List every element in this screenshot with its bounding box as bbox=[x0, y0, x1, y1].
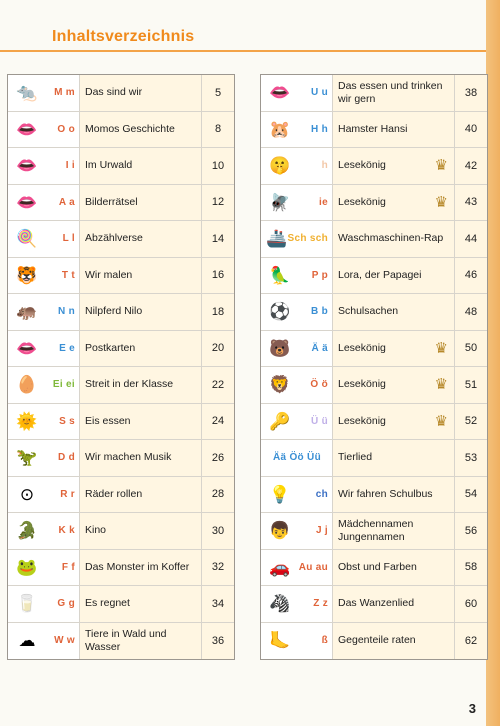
entry-page-number: 53 bbox=[454, 440, 487, 476]
entry-letters: E e bbox=[59, 342, 75, 354]
entry-icon-cell bbox=[261, 221, 333, 257]
toc-entry[interactable] bbox=[8, 331, 234, 368]
toc-entry[interactable] bbox=[8, 75, 234, 112]
fly-icon: 🪰 bbox=[269, 192, 291, 212]
toc-entry[interactable] bbox=[261, 148, 487, 185]
entry-icon-cell bbox=[261, 404, 333, 440]
entry-title: Momos Geschichte bbox=[85, 122, 175, 135]
toc-entry[interactable] bbox=[261, 440, 487, 477]
toc-entry[interactable] bbox=[261, 331, 487, 368]
entry-icon-cell bbox=[261, 75, 333, 111]
entry-letters: Ä ä bbox=[311, 342, 328, 354]
foot-icon: 🦶 bbox=[269, 631, 291, 651]
page-title: Inhaltsverzeichnis bbox=[52, 28, 195, 45]
entry-letters: W w bbox=[54, 635, 75, 647]
entry-icon-cell bbox=[8, 440, 80, 476]
entry-page-number: 40 bbox=[454, 112, 487, 148]
entry-page-number: 46 bbox=[454, 258, 487, 294]
entry-page-number: 44 bbox=[454, 221, 487, 257]
entry-letters: U u bbox=[310, 87, 328, 99]
page-edge-strip bbox=[486, 0, 500, 726]
cloud-icon: ☁ bbox=[18, 631, 36, 651]
entry-icon-cell bbox=[261, 513, 333, 549]
entry-icon-cell bbox=[8, 148, 80, 184]
entry-title-cell bbox=[80, 404, 201, 440]
entry-icon-cell bbox=[261, 331, 333, 367]
entry-icon-cell bbox=[8, 586, 80, 622]
entry-page-number: 60 bbox=[454, 586, 487, 622]
entry-letters: Ö ö bbox=[310, 379, 328, 391]
entry-title: Tierlied bbox=[338, 451, 373, 464]
entry-icon-cell bbox=[261, 148, 333, 184]
entry-icon-cell bbox=[8, 331, 80, 367]
entry-title-cell bbox=[80, 148, 201, 184]
entry-title: Schulsachen bbox=[338, 305, 399, 318]
entry-letters: I i bbox=[65, 160, 75, 172]
entry-icon-cell bbox=[8, 513, 80, 549]
entry-title: Das Wanzenlied bbox=[338, 597, 415, 610]
entry-title-cell bbox=[80, 331, 201, 367]
crocodile-icon: 🐊 bbox=[16, 521, 38, 541]
entry-title-cell bbox=[333, 294, 454, 330]
entry-title-cell bbox=[333, 75, 454, 111]
entry-title-cell bbox=[333, 513, 454, 549]
entry-icon-cell bbox=[261, 477, 333, 513]
entry-title-cell bbox=[80, 112, 201, 148]
bulb-moon-icon: 💡 bbox=[269, 484, 291, 504]
entry-title-cell bbox=[80, 294, 201, 330]
entry-letters: ch bbox=[315, 488, 328, 500]
entry-page-number: 38 bbox=[454, 75, 487, 111]
ship-icon: 🚢 bbox=[266, 229, 288, 249]
key-icon: 🔑 bbox=[269, 411, 291, 431]
entry-letters: A a bbox=[58, 196, 75, 208]
entry-page-number: 42 bbox=[454, 148, 487, 184]
entry-page-number: 52 bbox=[454, 404, 487, 440]
toc-entry[interactable] bbox=[261, 367, 487, 404]
entry-title: Im Urwald bbox=[85, 159, 133, 172]
entry-icon-cell bbox=[8, 75, 80, 111]
entry-title: Nilpferd Nilo bbox=[85, 305, 143, 318]
title-rule bbox=[0, 50, 486, 52]
entry-icon-cell bbox=[261, 623, 333, 660]
entry-icon-cell bbox=[8, 112, 80, 148]
bear-icon: 🐻 bbox=[269, 338, 291, 358]
entry-title: Eis essen bbox=[85, 414, 131, 427]
entry-title-cell bbox=[333, 623, 454, 660]
entry-title-cell bbox=[80, 440, 201, 476]
entry-page-number: 43 bbox=[454, 185, 487, 221]
entry-title: Obst und Farben bbox=[338, 560, 417, 573]
toc-column-right bbox=[260, 74, 488, 660]
entry-letters: S s bbox=[59, 415, 75, 427]
entry-icon-cell bbox=[261, 294, 333, 330]
entry-title-cell bbox=[333, 185, 454, 221]
entry-title: Das essen und trinken wir gern bbox=[338, 79, 443, 105]
crown-icon: ♛ bbox=[434, 376, 448, 394]
toc-entry[interactable] bbox=[8, 440, 234, 477]
page-number: 3 bbox=[468, 701, 476, 716]
hamster-icon: 🐹 bbox=[269, 119, 291, 139]
entry-title-cell bbox=[80, 586, 201, 622]
entry-title-cell bbox=[333, 586, 454, 622]
lollipop-icon: 🍭 bbox=[16, 229, 38, 249]
entry-title-cell bbox=[333, 404, 454, 440]
entry-title-cell bbox=[333, 550, 454, 586]
rat-icon: 🐀 bbox=[16, 83, 38, 103]
ball-icon: ⚽ bbox=[269, 302, 291, 322]
wheel-icon: ⊙ bbox=[19, 484, 35, 504]
toc-entry[interactable] bbox=[261, 258, 487, 295]
entry-page-number: 10 bbox=[201, 148, 234, 184]
entry-letters: K k bbox=[58, 525, 75, 537]
entry-page-number: 18 bbox=[201, 294, 234, 330]
entry-icon-cell bbox=[8, 367, 80, 403]
entry-letters: Z z bbox=[313, 598, 328, 610]
toc-entry[interactable] bbox=[8, 294, 234, 331]
dinosaur-icon: 🦖 bbox=[16, 448, 38, 468]
boy-icon: 👦 bbox=[269, 521, 291, 541]
entry-title: Wir machen Musik bbox=[85, 451, 172, 464]
entry-title-cell bbox=[333, 221, 454, 257]
toc-entry[interactable] bbox=[261, 112, 487, 149]
entry-title-cell bbox=[80, 477, 201, 513]
entry-title: Lesekönig bbox=[338, 378, 386, 391]
toc-entry[interactable] bbox=[8, 112, 234, 149]
entry-title: Es regnet bbox=[85, 597, 130, 610]
entry-letters: F f bbox=[61, 561, 75, 573]
entry-icon-cell bbox=[8, 623, 80, 660]
entry-letters: O o bbox=[57, 123, 75, 135]
entry-title-cell bbox=[80, 185, 201, 221]
entry-icon-cell bbox=[8, 221, 80, 257]
entry-letters: N n bbox=[57, 306, 75, 318]
tiger-icon: 🐯 bbox=[16, 265, 38, 285]
entry-title: Lesekönig bbox=[338, 341, 386, 354]
entry-title: Lesekönig bbox=[338, 195, 386, 208]
egg-icon: 🥚 bbox=[16, 375, 38, 395]
entry-page-number: 28 bbox=[201, 477, 234, 513]
entry-icon-cell bbox=[8, 550, 80, 586]
entry-page-number: 30 bbox=[201, 513, 234, 549]
toc-entry[interactable] bbox=[261, 513, 487, 550]
lion-icon: 🦁 bbox=[269, 375, 291, 395]
entry-page-number: 32 bbox=[201, 550, 234, 586]
entry-title-cell bbox=[80, 623, 201, 660]
toc-column-left bbox=[7, 74, 235, 660]
entry-page-number: 5 bbox=[201, 75, 234, 111]
crown-icon: ♛ bbox=[434, 193, 448, 211]
entry-icon-cell bbox=[261, 550, 333, 586]
entry-page-number: 58 bbox=[454, 550, 487, 586]
entry-title-cell bbox=[80, 258, 201, 294]
entry-icon-cell bbox=[261, 367, 333, 403]
entry-title: Waschmaschinen-Rap bbox=[338, 232, 444, 245]
toc-entry[interactable] bbox=[8, 586, 234, 623]
entry-letters: B b bbox=[310, 306, 328, 318]
entry-page-number: 54 bbox=[454, 477, 487, 513]
entry-title-cell bbox=[333, 331, 454, 367]
entry-title-cell bbox=[80, 367, 201, 403]
entry-icon-cell bbox=[8, 294, 80, 330]
entry-letters: T t bbox=[61, 269, 75, 281]
entry-page-number: 26 bbox=[201, 440, 234, 476]
entry-title-cell bbox=[80, 513, 201, 549]
toc-entry[interactable] bbox=[8, 148, 234, 185]
mouth-u-icon: 👄 bbox=[269, 83, 291, 103]
entry-title-cell bbox=[333, 112, 454, 148]
entry-title: Wir malen bbox=[85, 268, 133, 281]
entry-icon-cell bbox=[261, 258, 333, 294]
entry-icon-cell bbox=[261, 112, 333, 148]
entry-icon-cell bbox=[8, 477, 80, 513]
toc-entry[interactable] bbox=[261, 75, 487, 112]
toc-entry[interactable] bbox=[261, 550, 487, 587]
toc-entry[interactable] bbox=[8, 550, 234, 587]
toc-entry[interactable] bbox=[261, 185, 487, 222]
entry-icon-cell bbox=[261, 185, 333, 221]
entry-page-number: 22 bbox=[201, 367, 234, 403]
entry-letters: L l bbox=[62, 233, 75, 245]
entry-title: Lora, der Papagei bbox=[338, 268, 422, 281]
crown-icon: ♛ bbox=[434, 412, 448, 430]
zebra-icon: 🦓 bbox=[269, 594, 291, 614]
entry-letters: R r bbox=[60, 488, 75, 500]
entry-letters: P p bbox=[311, 269, 328, 281]
toc-entry[interactable] bbox=[8, 623, 234, 660]
entry-icon-cell bbox=[261, 586, 333, 622]
entry-page-number: 20 bbox=[201, 331, 234, 367]
toc-entry[interactable] bbox=[261, 221, 487, 258]
entry-page-number: 56 bbox=[454, 513, 487, 549]
entry-icon-cell bbox=[8, 258, 80, 294]
toc-entry[interactable] bbox=[8, 477, 234, 514]
entry-page-number: 51 bbox=[454, 367, 487, 403]
entry-title-cell bbox=[80, 550, 201, 586]
entry-letters: J j bbox=[315, 525, 328, 537]
entry-page-number: 48 bbox=[454, 294, 487, 330]
glass-icon: 🥛 bbox=[16, 594, 38, 614]
entry-page-number: 24 bbox=[201, 404, 234, 440]
entry-letters: Au au bbox=[298, 561, 328, 573]
entry-letters: h bbox=[321, 160, 328, 172]
entry-letters: H h bbox=[310, 123, 328, 135]
entry-title: Das Monster im Koffer bbox=[85, 560, 190, 573]
toc-entry[interactable] bbox=[8, 513, 234, 550]
toc-entry[interactable] bbox=[261, 404, 487, 441]
entry-title: Streit in der Klasse bbox=[85, 378, 174, 391]
entry-title: Wir fahren Schulbus bbox=[338, 487, 433, 500]
entry-letters: Ü ü bbox=[310, 415, 328, 427]
entry-letters: Sch sch bbox=[287, 233, 328, 245]
entry-title-cell bbox=[80, 75, 201, 111]
crown-icon: ♛ bbox=[434, 339, 448, 357]
entry-page-number: 62 bbox=[454, 623, 487, 660]
entry-page-number: 36 bbox=[201, 623, 234, 660]
toc-entry[interactable] bbox=[8, 185, 234, 222]
toc-entry[interactable] bbox=[8, 221, 234, 258]
crown-icon: ♛ bbox=[434, 157, 448, 175]
toc-entry[interactable] bbox=[261, 477, 487, 514]
finger-lips-icon: 🤫 bbox=[269, 156, 291, 176]
entry-title: Abzählverse bbox=[85, 232, 143, 245]
mouth-a-icon: 👄 bbox=[16, 192, 38, 212]
entry-page-number: 16 bbox=[201, 258, 234, 294]
entry-page-number: 34 bbox=[201, 586, 234, 622]
sun-icecream-icon: 🌞 bbox=[16, 411, 38, 431]
entry-icon-cell bbox=[8, 404, 80, 440]
entry-title: Bilderrätsel bbox=[85, 195, 138, 208]
parrot-icon: 🦜 bbox=[269, 265, 291, 285]
entry-letters: G g bbox=[57, 598, 75, 610]
entry-letters: Ei ei bbox=[52, 379, 75, 391]
entry-title-cell bbox=[333, 258, 454, 294]
entry-title-cell bbox=[333, 148, 454, 184]
entry-title: Hamster Hansi bbox=[338, 122, 408, 135]
entry-title-cell bbox=[333, 477, 454, 513]
entry-title: Lesekönig bbox=[338, 159, 386, 172]
entry-title: Kino bbox=[85, 524, 107, 537]
entry-title-cell bbox=[333, 440, 454, 476]
entry-page-number: 50 bbox=[454, 331, 487, 367]
toc-entry[interactable] bbox=[8, 258, 234, 295]
entry-icon-cell bbox=[261, 440, 333, 476]
toc-entry[interactable] bbox=[8, 404, 234, 441]
mouth-i-icon: 👄 bbox=[16, 156, 38, 176]
toc-entry[interactable] bbox=[261, 294, 487, 331]
entry-title: Postkarten bbox=[85, 341, 136, 354]
entry-letters: D d bbox=[57, 452, 75, 464]
hippo-icon: 🦛 bbox=[16, 302, 38, 322]
entry-title: Gegenteile raten bbox=[338, 634, 416, 647]
frog-icon: 🐸 bbox=[16, 557, 38, 577]
entry-letters: Ää Öö Üü bbox=[273, 452, 321, 464]
entry-icon-cell bbox=[8, 185, 80, 221]
mouth-e-icon: 👄 bbox=[16, 338, 38, 358]
entry-page-number: 14 bbox=[201, 221, 234, 257]
mouth-o-icon: 👄 bbox=[16, 119, 38, 139]
entry-title: Tiere in Wald und Wasser bbox=[85, 627, 167, 653]
entry-title-cell bbox=[80, 221, 201, 257]
car-icon: 🚗 bbox=[269, 557, 291, 577]
entry-title: Lesekönig bbox=[338, 414, 386, 427]
entry-title: Das sind wir bbox=[85, 86, 143, 99]
entry-title: Räder rollen bbox=[85, 487, 143, 500]
entry-letters: ie bbox=[319, 196, 328, 208]
entry-letters: ß bbox=[321, 635, 328, 647]
toc-entry[interactable] bbox=[8, 367, 234, 404]
toc-entry[interactable] bbox=[261, 586, 487, 623]
entry-title: Mädchennamen Jungennamen bbox=[338, 517, 414, 543]
entry-page-number: 8 bbox=[201, 112, 234, 148]
entry-title-cell bbox=[333, 367, 454, 403]
entry-letters: M m bbox=[54, 87, 75, 99]
toc-entry[interactable] bbox=[261, 623, 487, 660]
entry-page-number: 12 bbox=[201, 185, 234, 221]
